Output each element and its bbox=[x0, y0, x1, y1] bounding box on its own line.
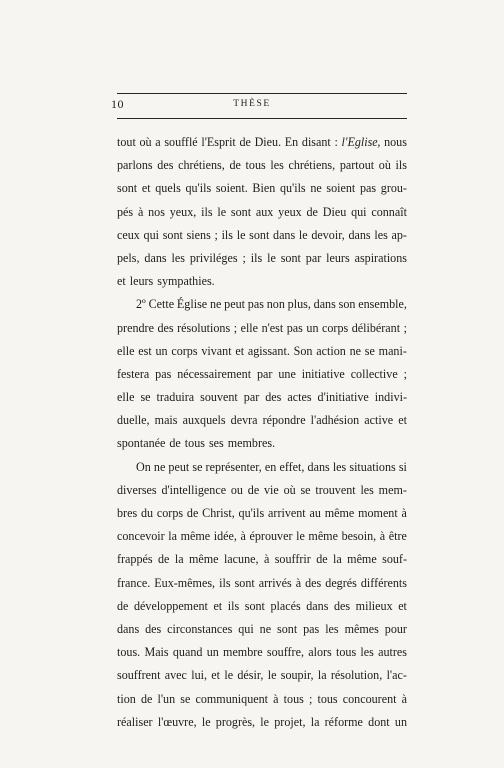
text-word: leurs bbox=[326, 250, 350, 265]
text-word: dans bbox=[117, 621, 140, 636]
text-word: pas bbox=[303, 621, 320, 636]
text-word: circonstances bbox=[167, 621, 233, 636]
text-word: Église bbox=[176, 297, 208, 312]
text-word: france. bbox=[117, 575, 151, 590]
text-word: par bbox=[243, 390, 260, 405]
text-word: progrès, bbox=[215, 714, 256, 729]
text-word: à bbox=[263, 552, 270, 567]
text-word: désir, bbox=[237, 668, 264, 683]
text-word: être bbox=[388, 529, 407, 544]
text-word: son bbox=[338, 297, 356, 312]
text-line bbox=[117, 456, 407, 479]
text-word: Dieu. bbox=[254, 135, 282, 149]
text-word: à bbox=[273, 691, 279, 706]
text-word: à bbox=[137, 204, 144, 219]
text-word: à bbox=[401, 506, 407, 520]
text-word: chrétiens, bbox=[288, 158, 336, 173]
text-word: sont bbox=[277, 621, 298, 636]
text-word: Bien bbox=[252, 181, 276, 196]
text-word: l'adhésion bbox=[310, 413, 360, 428]
text-word: elle bbox=[117, 343, 135, 358]
text-word: des bbox=[157, 158, 174, 173]
text-line bbox=[117, 618, 407, 641]
text-word: des bbox=[265, 390, 282, 405]
text-word: ceux bbox=[117, 227, 140, 242]
text-word: de bbox=[186, 506, 199, 520]
text-word: pels, bbox=[117, 250, 140, 265]
text-word: sont bbox=[249, 227, 270, 242]
text-word: besoin, bbox=[341, 529, 377, 544]
text-word: bres bbox=[117, 506, 138, 520]
text-word: de bbox=[229, 158, 241, 173]
text-word: ; bbox=[403, 366, 407, 381]
text-word: les bbox=[325, 621, 339, 636]
text-word: lui, bbox=[191, 668, 207, 683]
text-word: ils bbox=[250, 250, 263, 265]
text-word: effet, bbox=[279, 459, 305, 474]
text-word: éprouver bbox=[249, 529, 293, 544]
text-word: développement bbox=[133, 598, 208, 613]
text-line bbox=[117, 247, 407, 270]
text-word: sont bbox=[230, 204, 252, 219]
text-word: parlons bbox=[117, 158, 153, 173]
text-word: ensemble, bbox=[358, 297, 407, 312]
text-word: agissant. bbox=[247, 343, 290, 358]
text-word: un bbox=[394, 714, 407, 729]
text-word: même bbox=[347, 552, 377, 567]
text-word: En bbox=[284, 135, 299, 149]
text-word: où bbox=[283, 482, 296, 497]
text-word: avec bbox=[164, 668, 187, 683]
text-line bbox=[117, 711, 407, 734]
text-word: tous bbox=[335, 645, 357, 660]
text-line bbox=[117, 224, 407, 247]
text-word: pas bbox=[359, 181, 377, 196]
text-word: l'œuvre, bbox=[157, 714, 197, 729]
text-word: concevoir bbox=[117, 529, 165, 544]
text-word: tous. bbox=[117, 645, 141, 660]
text-word: de bbox=[117, 598, 129, 613]
text-word: corps bbox=[322, 320, 349, 335]
text-word: , bbox=[377, 135, 381, 149]
text-line bbox=[117, 340, 407, 363]
text-word: Dieu bbox=[322, 204, 347, 219]
text-line bbox=[117, 270, 407, 293]
text-word: vivant bbox=[201, 343, 232, 358]
text-word: aspirations bbox=[354, 250, 407, 265]
text-word: l'ac- bbox=[386, 668, 407, 683]
text-word: ap- bbox=[391, 227, 407, 242]
text-word: yeux bbox=[278, 204, 302, 219]
text-word: ils bbox=[201, 204, 213, 219]
text-word: dans bbox=[306, 598, 329, 613]
text-word: du bbox=[140, 506, 154, 520]
text-word: les bbox=[171, 250, 185, 265]
text-word: le bbox=[201, 714, 211, 729]
text-word: mais bbox=[154, 413, 178, 428]
text-word: moment bbox=[358, 506, 398, 520]
text-word: en bbox=[264, 459, 277, 474]
text-word: les bbox=[360, 645, 374, 660]
text-word: de bbox=[158, 552, 170, 567]
text-word: sont bbox=[280, 250, 301, 265]
text-word: Mais bbox=[144, 645, 169, 660]
text-word: soufflé bbox=[164, 135, 198, 149]
text-word: leurs bbox=[129, 274, 154, 289]
text-word: de bbox=[247, 482, 260, 497]
text-word: a bbox=[155, 135, 161, 149]
text-word: où bbox=[378, 158, 391, 173]
text-word: Son bbox=[293, 343, 313, 358]
text-word: plus, bbox=[287, 297, 311, 312]
text-word: la bbox=[174, 552, 184, 567]
text-word: à bbox=[379, 529, 386, 544]
text-line bbox=[117, 502, 407, 525]
text-word: corps bbox=[156, 506, 184, 520]
text-word: à bbox=[295, 575, 302, 590]
text-word: sont bbox=[162, 227, 183, 242]
text-word: nos bbox=[148, 204, 165, 219]
text-word: même bbox=[308, 529, 338, 544]
text-word: l'Eglise bbox=[341, 135, 378, 149]
text-word: se bbox=[364, 343, 375, 358]
text-word: les bbox=[360, 482, 374, 497]
text-word: ils bbox=[395, 158, 407, 173]
text-word: de bbox=[169, 436, 181, 451]
text-word: d'initiative bbox=[317, 390, 369, 405]
text-word: ils bbox=[227, 598, 240, 613]
text-word: le bbox=[267, 668, 277, 683]
text-word: dans bbox=[307, 459, 330, 474]
text-word: non bbox=[266, 297, 285, 312]
text-word: la bbox=[168, 529, 178, 544]
text-word: n'est bbox=[261, 320, 284, 335]
text-word: souf- bbox=[382, 552, 407, 567]
text-word: de bbox=[306, 204, 318, 219]
text-line bbox=[117, 641, 407, 664]
text-word: connaît bbox=[371, 204, 407, 219]
text-word: et bbox=[398, 413, 407, 428]
text-line bbox=[117, 664, 407, 687]
text-word: frappés bbox=[117, 552, 153, 567]
text-word: tous bbox=[283, 691, 304, 706]
text-word: ou bbox=[230, 482, 243, 497]
text-word: résolutions bbox=[177, 320, 231, 335]
text-word: aux bbox=[255, 204, 274, 219]
text-word: yeux, bbox=[169, 204, 197, 219]
text-word: soient bbox=[326, 181, 356, 196]
text-word: Eux-mêmes, bbox=[154, 575, 216, 590]
text-word: l'Esprit bbox=[201, 135, 236, 149]
page-number: 10 bbox=[111, 97, 124, 111]
text-word: alors bbox=[308, 645, 332, 660]
text-word: spontanée bbox=[117, 436, 166, 451]
text-word: par bbox=[305, 250, 322, 265]
text-word: concourent bbox=[342, 691, 397, 706]
text-word: nécessairement bbox=[177, 366, 252, 381]
text-word: même bbox=[324, 506, 355, 520]
text-word: de bbox=[140, 691, 153, 706]
text-word: partout bbox=[339, 158, 375, 173]
text-word: réforme bbox=[324, 714, 363, 729]
text-word: et bbox=[211, 668, 221, 683]
text-word: tous bbox=[184, 436, 205, 451]
text-line bbox=[117, 177, 407, 200]
text-word: délibérant bbox=[351, 320, 401, 335]
text-word: d'intelligence bbox=[161, 482, 227, 497]
running-head: THÈSE bbox=[233, 99, 271, 109]
text-word: et bbox=[141, 181, 151, 196]
text-word: souffre, bbox=[266, 645, 304, 660]
text-word: idée, bbox=[213, 529, 237, 544]
text-word: devoir, bbox=[311, 227, 345, 242]
text-word: tous bbox=[245, 158, 266, 173]
text-word: diverses bbox=[117, 482, 157, 497]
text-word: la bbox=[333, 552, 342, 567]
text-word: nous bbox=[384, 135, 407, 149]
text-word: ; bbox=[233, 320, 238, 335]
text-word: différents bbox=[360, 575, 407, 590]
text-word: soient. bbox=[215, 181, 248, 196]
text-word: placés bbox=[270, 598, 301, 613]
text-word: corps bbox=[171, 343, 198, 358]
text-word: les bbox=[374, 227, 388, 242]
text-word: milieux bbox=[355, 598, 393, 613]
text-word: priviléges bbox=[189, 250, 238, 265]
text-word: le bbox=[298, 227, 308, 242]
text-word: ; bbox=[403, 320, 407, 335]
text-word: le bbox=[260, 714, 270, 729]
text-word: un bbox=[155, 343, 168, 358]
text-word: auxquels bbox=[182, 413, 226, 428]
text-line bbox=[117, 363, 407, 386]
text-word: elle bbox=[240, 320, 259, 335]
text-word: des bbox=[305, 575, 322, 590]
text-word: ils bbox=[219, 575, 231, 590]
text-word: ; bbox=[308, 691, 313, 706]
text-word: actes bbox=[287, 390, 312, 405]
text-line bbox=[117, 479, 407, 502]
text-word: membre bbox=[223, 645, 263, 660]
text-line bbox=[117, 688, 407, 711]
text-word: pas bbox=[286, 320, 303, 335]
text-line bbox=[117, 548, 407, 571]
text-word: action bbox=[316, 343, 346, 358]
text-word: mani- bbox=[378, 343, 407, 358]
text-word: Christ, bbox=[202, 506, 235, 520]
text-word: ne bbox=[259, 621, 272, 636]
text-word: qui bbox=[143, 227, 160, 242]
text-word: ils bbox=[221, 227, 233, 242]
text-word: ne bbox=[153, 459, 166, 474]
text-word: et bbox=[213, 598, 223, 613]
text-word: soupir, bbox=[280, 668, 314, 683]
text-word: résolution, bbox=[330, 668, 383, 683]
text-word: dans bbox=[313, 297, 336, 312]
text-word: pour bbox=[384, 621, 407, 636]
text-word: qui bbox=[351, 204, 367, 219]
text-word: représenter, bbox=[205, 459, 262, 474]
text-word: dans bbox=[273, 227, 296, 242]
text-word: communiquent bbox=[195, 691, 269, 706]
text-word: les bbox=[270, 158, 284, 173]
text-word: duelle, bbox=[117, 413, 150, 428]
text-word: : bbox=[334, 135, 338, 149]
text-word: des bbox=[145, 621, 162, 636]
text-word: mem- bbox=[378, 482, 407, 497]
text-word: tous bbox=[317, 691, 338, 706]
text-word: se bbox=[300, 482, 311, 497]
text-word: degrés bbox=[325, 575, 357, 590]
text-word: projet, bbox=[274, 714, 306, 729]
text-word: le bbox=[217, 204, 227, 219]
text-line bbox=[117, 432, 407, 455]
text-line bbox=[117, 595, 407, 618]
text-word: qu'ils bbox=[279, 181, 306, 196]
text-word: si bbox=[398, 459, 407, 474]
text-word: sont bbox=[234, 575, 255, 590]
text-word: de bbox=[316, 552, 328, 567]
text-word: ne bbox=[209, 297, 222, 312]
text-word: est bbox=[138, 343, 152, 358]
text-word: le bbox=[267, 250, 276, 265]
text-word: initiative bbox=[301, 366, 345, 381]
text-word: et bbox=[398, 598, 407, 613]
text-word: ne bbox=[349, 343, 362, 358]
text-word: à bbox=[401, 691, 407, 706]
text-word: grou- bbox=[380, 181, 407, 196]
text-word: arrivés bbox=[258, 575, 292, 590]
text-word: situations bbox=[349, 459, 396, 474]
text-word: lacune, bbox=[223, 552, 259, 567]
text-word: un bbox=[206, 645, 219, 660]
text-word: prendre bbox=[117, 320, 154, 335]
text-word: ne bbox=[310, 181, 322, 196]
text-word: répondre bbox=[262, 413, 306, 428]
text-word: la bbox=[317, 668, 327, 683]
text-line bbox=[117, 572, 407, 595]
text-line bbox=[117, 409, 407, 432]
text-word: 2º bbox=[136, 297, 146, 312]
text-line bbox=[117, 317, 407, 340]
text-word: peut bbox=[168, 459, 190, 474]
text-word: ses bbox=[208, 436, 224, 451]
text-word: mêmes bbox=[344, 621, 379, 636]
text-word: un bbox=[306, 320, 319, 335]
text-word: collective bbox=[350, 366, 398, 381]
text-line bbox=[117, 201, 407, 224]
text-word: la bbox=[310, 714, 320, 729]
text-word: où bbox=[139, 135, 152, 149]
text-word: trouvent bbox=[315, 482, 356, 497]
text-word: souffrir bbox=[274, 552, 311, 567]
text-word: traduira bbox=[156, 390, 195, 405]
text-word: vie bbox=[263, 482, 279, 497]
text-line bbox=[117, 131, 407, 154]
text-word: sont bbox=[244, 598, 265, 613]
text-word: devra bbox=[230, 413, 258, 428]
text-word: membres. bbox=[227, 436, 276, 451]
text-word: autres bbox=[378, 645, 407, 660]
text-word: une bbox=[278, 366, 296, 381]
text-word: Cette bbox=[148, 297, 175, 312]
text-word: qui bbox=[238, 621, 254, 636]
text-word: pés bbox=[117, 204, 134, 219]
text-line bbox=[117, 386, 407, 409]
text-line bbox=[117, 525, 407, 548]
text-word: même bbox=[180, 529, 211, 544]
text-word: qu'ils bbox=[238, 506, 265, 520]
text-word: dans bbox=[348, 227, 371, 242]
text-word: qu'ils bbox=[185, 181, 212, 196]
text-word: festera bbox=[117, 366, 150, 381]
text-word: au bbox=[309, 506, 321, 520]
text-word: siens bbox=[186, 227, 211, 242]
text-word: tion bbox=[117, 691, 136, 706]
text-word: souvent bbox=[200, 390, 238, 405]
text-word: ; bbox=[242, 250, 246, 265]
text-word: et bbox=[117, 274, 126, 289]
text-word: le bbox=[296, 529, 305, 544]
text-word: disant bbox=[301, 135, 331, 149]
text-word: ; bbox=[214, 227, 218, 242]
text-line bbox=[117, 154, 407, 177]
text-word: sont bbox=[117, 181, 138, 196]
text-word: active bbox=[364, 413, 394, 428]
text-word: quand bbox=[172, 645, 203, 660]
text-word: tout bbox=[117, 135, 136, 149]
text-word: pas bbox=[247, 297, 264, 312]
text-word: indivi- bbox=[374, 390, 407, 405]
text-word: arrivent bbox=[268, 506, 306, 520]
header-rule bbox=[117, 118, 407, 119]
text-word: se bbox=[140, 390, 151, 405]
text-word: même bbox=[188, 552, 219, 567]
text-word: et bbox=[235, 343, 245, 358]
text-word: chrétiens, bbox=[178, 158, 225, 173]
top-rule bbox=[117, 93, 407, 94]
text-word: des bbox=[157, 320, 174, 335]
text-word: le bbox=[224, 668, 234, 683]
text-word: dont bbox=[368, 714, 390, 729]
text-word: à bbox=[240, 529, 246, 544]
text-word: elle bbox=[117, 390, 135, 405]
text-word: quels bbox=[155, 181, 181, 196]
text-word: par bbox=[257, 366, 273, 381]
text-word: de bbox=[239, 135, 251, 149]
body-text bbox=[117, 131, 407, 734]
text-word: réaliser bbox=[117, 714, 153, 729]
text-word: des bbox=[333, 598, 351, 613]
text-word: se bbox=[180, 691, 191, 706]
text-word: le bbox=[236, 227, 246, 242]
text-word: sympathies. bbox=[157, 274, 215, 289]
text-word: les bbox=[332, 459, 347, 474]
text-word: pas bbox=[155, 366, 172, 381]
text-word: On bbox=[136, 459, 151, 474]
text-word: se bbox=[192, 459, 203, 474]
text-word: l'un bbox=[157, 691, 176, 706]
text-word: souffrent bbox=[117, 668, 161, 683]
text-line bbox=[117, 293, 407, 316]
text-word: dans bbox=[144, 250, 167, 265]
text-word: peut bbox=[224, 297, 245, 312]
